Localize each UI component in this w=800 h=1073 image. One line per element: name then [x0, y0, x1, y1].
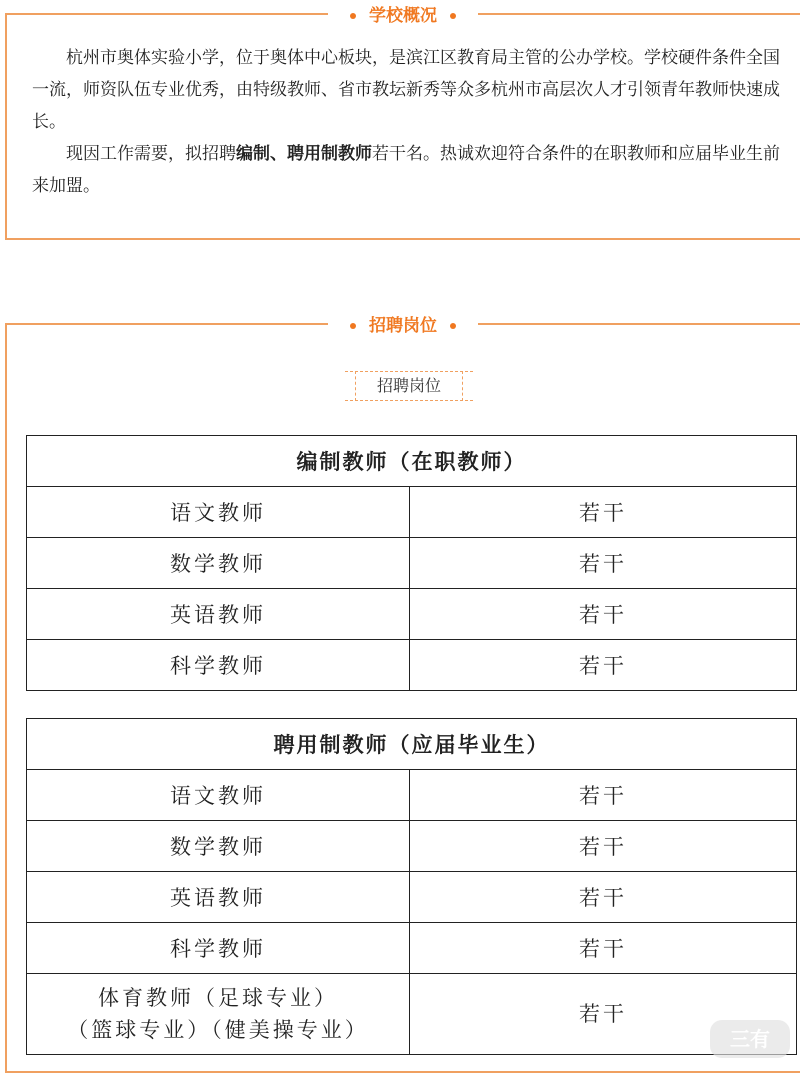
title-dot-right-icon: [450, 13, 456, 19]
positions-section-title: 招聘岗位: [369, 315, 437, 336]
table-row: [27, 640, 797, 691]
contract-teacher-table: [26, 718, 797, 1055]
table-row: [27, 487, 797, 538]
count-cell: 若干: [410, 872, 797, 923]
overview-paragraph-1: 杭州市奥体实验小学，位于奥体中心板块，是滨江区教育局主管的公办学校。学校硬件条件全国一流，师资队伍专业优秀，由特级教师、省市教坛新秀等众多杭州市高层次人才引领青年教师快速成长。: [32, 48, 780, 132]
position-cell: [27, 974, 410, 1055]
table-row: [27, 589, 797, 640]
table-row: [27, 923, 797, 974]
count-cell: 若干: [410, 640, 797, 691]
paragraph-2-bold: 编制、聘用制教师: [236, 144, 372, 164]
title-dot-right-icon: [450, 323, 456, 329]
overview-paragraph-2: [32, 138, 792, 202]
watermark-logo: 三有: [710, 1020, 790, 1058]
positions-subtitle: 招聘岗位: [355, 371, 463, 401]
count-cell: 若干: [410, 589, 797, 640]
paragraph-2-suffix: 若干名。热诚欢迎符合条件的在职教师和应届毕业生前来加盟。: [32, 144, 780, 196]
staff-teacher-table: [26, 435, 797, 691]
title-dot-left-icon: [350, 13, 356, 19]
count-cell: 若干: [410, 923, 797, 974]
position-line-1: 体育教师（足球专业）: [98, 986, 338, 1010]
overview-section-title: 学校概况: [369, 5, 437, 26]
count-cell: 若干: [410, 487, 797, 538]
count-cell: 若干: [410, 538, 797, 589]
position-line-2: （篮球专业）（健美操专业）: [67, 1018, 369, 1042]
position-cell: 语文教师: [27, 770, 410, 821]
paragraph-2-prefix: 现因工作需要，拟招聘: [66, 144, 236, 164]
position-cell: 语文教师: [27, 487, 410, 538]
position-cell: 科学教师: [27, 640, 410, 691]
contract-table-header: 聘用制教师（应届毕业生）: [27, 719, 797, 770]
table-row: [27, 538, 797, 589]
positions-subtitle-frame: [345, 367, 473, 405]
position-cell: 科学教师: [27, 923, 410, 974]
table-row: [27, 770, 797, 821]
position-cell: 英语教师: [27, 872, 410, 923]
table-row: [27, 974, 797, 1055]
staff-table-header: 编制教师（在职教师）: [27, 436, 797, 487]
table-header-row: [27, 719, 797, 770]
positions-section-header: [7, 314, 800, 336]
table-row: [27, 872, 797, 923]
count-cell: 若干: [410, 821, 797, 872]
table-header-row: [27, 436, 797, 487]
table-row: [27, 821, 797, 872]
overview-section-header: [7, 4, 800, 26]
overview-text: [32, 42, 792, 202]
position-cell: 数学教师: [27, 538, 410, 589]
position-cell: 数学教师: [27, 821, 410, 872]
count-cell: 若干: [410, 974, 797, 1055]
count-cell: 若干: [410, 770, 797, 821]
title-dot-left-icon: [350, 323, 356, 329]
position-cell: 英语教师: [27, 589, 410, 640]
